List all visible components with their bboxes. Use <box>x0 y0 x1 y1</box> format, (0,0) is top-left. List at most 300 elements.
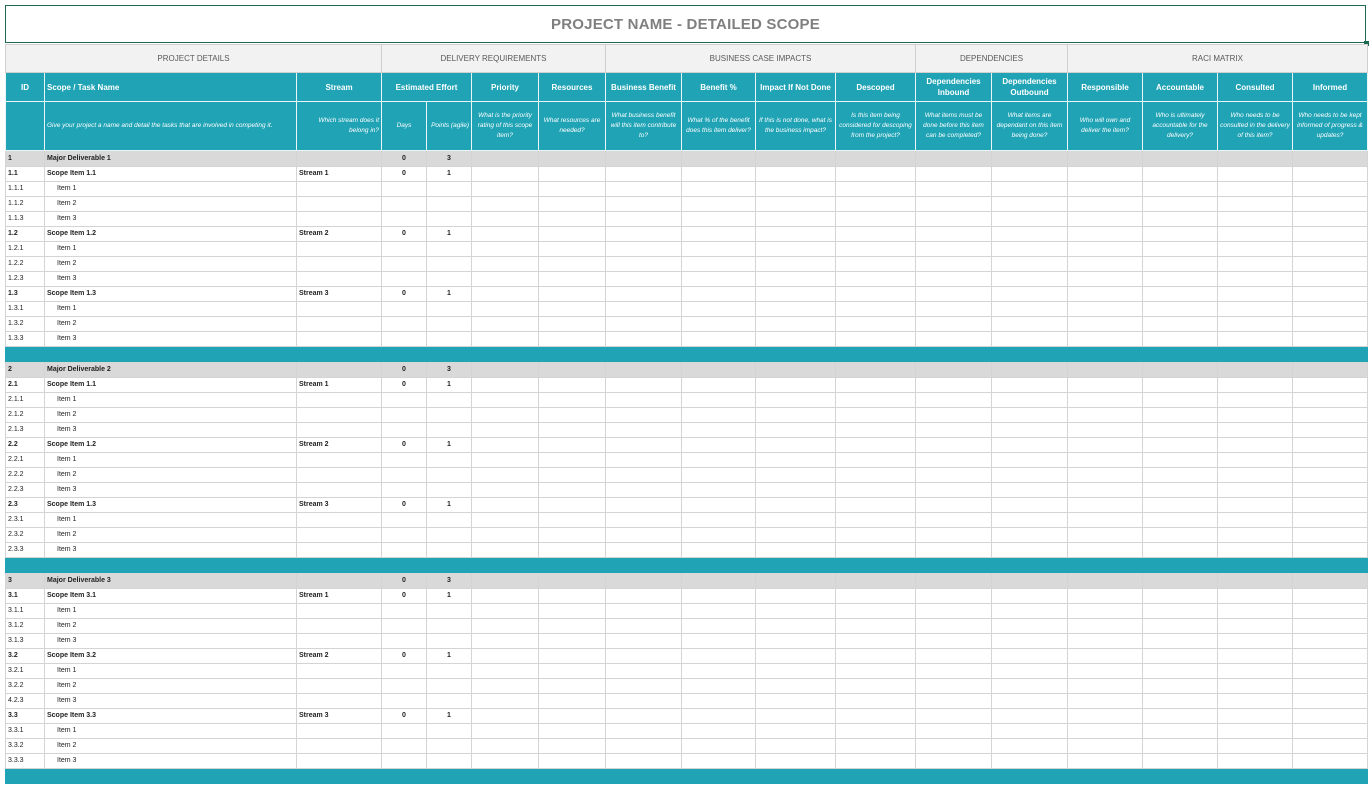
cell-consulted[interactable] <box>1218 679 1293 694</box>
cell-days[interactable] <box>382 724 427 739</box>
col-resources[interactable]: Resources <box>539 73 606 102</box>
cell-id[interactable]: 3.1.3 <box>6 634 45 649</box>
cell-business-benefit[interactable] <box>606 242 682 257</box>
cell-responsible[interactable] <box>1068 619 1143 634</box>
cell-dep-outbound[interactable] <box>992 332 1068 347</box>
cell-impact[interactable] <box>756 634 836 649</box>
cell-business-benefit[interactable] <box>606 528 682 543</box>
cell-business-benefit[interactable] <box>606 257 682 272</box>
cell-consulted[interactable] <box>1218 453 1293 468</box>
cell-benefit-pct[interactable] <box>682 362 756 378</box>
cell-stream[interactable] <box>297 182 382 197</box>
cell-business-benefit[interactable] <box>606 287 682 302</box>
separator-cell[interactable] <box>916 769 992 784</box>
cell-priority[interactable] <box>472 287 539 302</box>
cell-priority[interactable] <box>472 272 539 287</box>
cell-points[interactable] <box>427 754 472 769</box>
cell-impact[interactable] <box>756 754 836 769</box>
cell-resources[interactable] <box>539 453 606 468</box>
cell-benefit-pct[interactable] <box>682 408 756 423</box>
cell-benefit-pct[interactable] <box>682 438 756 453</box>
cell-name[interactable]: Item 3 <box>45 332 297 347</box>
cell-informed[interactable] <box>1293 483 1368 498</box>
cell-business-benefit[interactable] <box>606 317 682 332</box>
cell-dep-outbound[interactable] <box>992 408 1068 423</box>
cell-responsible[interactable] <box>1068 212 1143 227</box>
cell-descoped[interactable] <box>836 498 916 513</box>
cell-points[interactable] <box>427 513 472 528</box>
cell-stream[interactable]: Stream 3 <box>297 709 382 724</box>
cell-resources[interactable] <box>539 212 606 227</box>
cell-accountable[interactable] <box>1143 483 1218 498</box>
cell-accountable[interactable] <box>1143 151 1218 167</box>
separator-cell[interactable] <box>756 347 836 362</box>
cell-impact[interactable] <box>756 573 836 589</box>
cell-business-benefit[interactable] <box>606 739 682 754</box>
cell-accountable[interactable] <box>1143 393 1218 408</box>
separator-cell[interactable] <box>1143 558 1218 573</box>
cell-descoped[interactable] <box>836 513 916 528</box>
separator-cell[interactable] <box>382 347 427 362</box>
cell-responsible[interactable] <box>1068 332 1143 347</box>
cell-resources[interactable] <box>539 332 606 347</box>
cell-points[interactable] <box>427 664 472 679</box>
cell-accountable[interactable] <box>1143 287 1218 302</box>
cell-consulted[interactable] <box>1218 604 1293 619</box>
cell-responsible[interactable] <box>1068 197 1143 212</box>
cell-benefit-pct[interactable] <box>682 709 756 724</box>
cell-dep-outbound[interactable] <box>992 664 1068 679</box>
separator-cell[interactable] <box>427 347 472 362</box>
cell-accountable[interactable] <box>1143 167 1218 182</box>
cell-accountable[interactable] <box>1143 528 1218 543</box>
cell-days[interactable] <box>382 317 427 332</box>
cell-id[interactable]: 2.3.3 <box>6 543 45 558</box>
cell-impact[interactable] <box>756 543 836 558</box>
cell-consulted[interactable] <box>1218 257 1293 272</box>
cell-accountable[interactable] <box>1143 378 1218 393</box>
cell-name[interactable]: Scope Item 3.2 <box>45 649 297 664</box>
cell-informed[interactable] <box>1293 393 1368 408</box>
cell-consulted[interactable] <box>1218 197 1293 212</box>
cell-impact[interactable] <box>756 513 836 528</box>
cell-business-benefit[interactable] <box>606 709 682 724</box>
cell-dep-inbound[interactable] <box>916 362 992 378</box>
cell-consulted[interactable] <box>1218 302 1293 317</box>
cell-impact[interactable] <box>756 151 836 167</box>
cell-name[interactable]: Item 3 <box>45 483 297 498</box>
desc-benefit-pct[interactable]: What % of the benefit does this item deliver? <box>682 102 756 151</box>
cell-dep-outbound[interactable] <box>992 453 1068 468</box>
separator-cell[interactable] <box>1068 769 1143 784</box>
cell-descoped[interactable] <box>836 664 916 679</box>
separator-cell[interactable] <box>1293 347 1368 362</box>
cell-accountable[interactable] <box>1143 709 1218 724</box>
cell-stream[interactable]: Stream 1 <box>297 167 382 182</box>
cell-id[interactable]: 1.3.2 <box>6 317 45 332</box>
separator-cell[interactable] <box>992 769 1068 784</box>
cell-resources[interactable] <box>539 362 606 378</box>
cell-consulted[interactable] <box>1218 543 1293 558</box>
separator-cell[interactable] <box>472 558 539 573</box>
cell-impact[interactable] <box>756 739 836 754</box>
cell-responsible[interactable] <box>1068 317 1143 332</box>
cell-impact[interactable] <box>756 694 836 709</box>
cell-benefit-pct[interactable] <box>682 182 756 197</box>
cell-priority[interactable] <box>472 408 539 423</box>
cell-priority[interactable] <box>472 468 539 483</box>
cell-stream[interactable] <box>297 302 382 317</box>
cell-dep-outbound[interactable] <box>992 151 1068 167</box>
separator-cell[interactable] <box>756 769 836 784</box>
cell-accountable[interactable] <box>1143 257 1218 272</box>
cell-descoped[interactable] <box>836 182 916 197</box>
cell-descoped[interactable] <box>836 332 916 347</box>
cell-descoped[interactable] <box>836 619 916 634</box>
cell-priority[interactable] <box>472 197 539 212</box>
cell-informed[interactable] <box>1293 287 1368 302</box>
cell-benefit-pct[interactable] <box>682 453 756 468</box>
cell-stream[interactable] <box>297 619 382 634</box>
cell-responsible[interactable] <box>1068 182 1143 197</box>
cell-id[interactable]: 1.3 <box>6 287 45 302</box>
cell-accountable[interactable] <box>1143 754 1218 769</box>
cell-name[interactable]: Item 1 <box>45 393 297 408</box>
cell-id[interactable]: 3.1.2 <box>6 619 45 634</box>
separator-cell[interactable] <box>45 769 297 784</box>
cell-priority[interactable] <box>472 453 539 468</box>
cell-points[interactable] <box>427 332 472 347</box>
cell-name[interactable]: Item 2 <box>45 739 297 754</box>
cell-dep-outbound[interactable] <box>992 528 1068 543</box>
cell-descoped[interactable] <box>836 212 916 227</box>
cell-days[interactable]: 0 <box>382 709 427 724</box>
cell-dep-inbound[interactable] <box>916 528 992 543</box>
group-raci-matrix[interactable]: RACI MATRIX <box>1068 45 1368 73</box>
separator-cell[interactable] <box>1218 347 1293 362</box>
cell-impact[interactable] <box>756 498 836 513</box>
cell-days[interactable]: 0 <box>382 151 427 167</box>
cell-responsible[interactable] <box>1068 272 1143 287</box>
cell-benefit-pct[interactable] <box>682 393 756 408</box>
cell-days[interactable] <box>382 634 427 649</box>
cell-business-benefit[interactable] <box>606 679 682 694</box>
cell-points[interactable]: 1 <box>427 709 472 724</box>
cell-descoped[interactable] <box>836 393 916 408</box>
cell-consulted[interactable] <box>1218 272 1293 287</box>
cell-benefit-pct[interactable] <box>682 634 756 649</box>
cell-priority[interactable] <box>472 528 539 543</box>
cell-dep-outbound[interactable] <box>992 679 1068 694</box>
cell-consulted[interactable] <box>1218 664 1293 679</box>
cell-points[interactable] <box>427 408 472 423</box>
cell-days[interactable]: 0 <box>382 378 427 393</box>
desc-business-benefit[interactable]: What business benefit will this item contribute to? <box>606 102 682 151</box>
group-business-case-impacts[interactable]: BUSINESS CASE IMPACTS <box>606 45 916 73</box>
cell-accountable[interactable] <box>1143 423 1218 438</box>
cell-dep-inbound[interactable] <box>916 513 992 528</box>
cell-informed[interactable] <box>1293 664 1368 679</box>
cell-priority[interactable] <box>472 317 539 332</box>
separator-cell[interactable] <box>1143 769 1218 784</box>
separator-cell[interactable] <box>6 347 45 362</box>
cell-accountable[interactable] <box>1143 438 1218 453</box>
cell-resources[interactable] <box>539 664 606 679</box>
separator-cell[interactable] <box>472 347 539 362</box>
cell-dep-inbound[interactable] <box>916 257 992 272</box>
cell-priority[interactable] <box>472 634 539 649</box>
cell-accountable[interactable] <box>1143 513 1218 528</box>
sheet-title[interactable] <box>5 5 1366 43</box>
cell-dep-inbound[interactable] <box>916 573 992 589</box>
cell-name[interactable]: Item 1 <box>45 302 297 317</box>
separator-cell[interactable] <box>836 558 916 573</box>
cell-id[interactable]: 3.3.1 <box>6 724 45 739</box>
cell-stream[interactable] <box>297 604 382 619</box>
cell-name[interactable]: Item 2 <box>45 528 297 543</box>
cell-descoped[interactable] <box>836 423 916 438</box>
col-dep-inbound[interactable]: Dependencies Inbound <box>916 73 992 102</box>
cell-business-benefit[interactable] <box>606 212 682 227</box>
cell-dep-inbound[interactable] <box>916 242 992 257</box>
cell-accountable[interactable] <box>1143 739 1218 754</box>
cell-name[interactable]: Item 1 <box>45 664 297 679</box>
separator-cell[interactable] <box>1143 347 1218 362</box>
cell-accountable[interactable] <box>1143 664 1218 679</box>
cell-stream[interactable] <box>297 543 382 558</box>
cell-consulted[interactable] <box>1218 317 1293 332</box>
cell-priority[interactable] <box>472 649 539 664</box>
cell-resources[interactable] <box>539 513 606 528</box>
cell-consulted[interactable] <box>1218 498 1293 513</box>
cell-descoped[interactable] <box>836 197 916 212</box>
cell-benefit-pct[interactable] <box>682 167 756 182</box>
cell-consulted[interactable] <box>1218 649 1293 664</box>
cell-business-benefit[interactable] <box>606 619 682 634</box>
cell-priority[interactable] <box>472 619 539 634</box>
cell-descoped[interactable] <box>836 438 916 453</box>
cell-dep-inbound[interactable] <box>916 408 992 423</box>
cell-id[interactable]: 2.2.1 <box>6 453 45 468</box>
cell-informed[interactable] <box>1293 498 1368 513</box>
cell-impact[interactable] <box>756 649 836 664</box>
cell-dep-outbound[interactable] <box>992 257 1068 272</box>
cell-stream[interactable] <box>297 151 382 167</box>
cell-resources[interactable] <box>539 634 606 649</box>
cell-resources[interactable] <box>539 302 606 317</box>
cell-responsible[interactable] <box>1068 709 1143 724</box>
cell-dep-inbound[interactable] <box>916 272 992 287</box>
cell-descoped[interactable] <box>836 151 916 167</box>
cell-name[interactable]: Scope Item 1.2 <box>45 227 297 242</box>
cell-informed[interactable] <box>1293 619 1368 634</box>
col-priority[interactable]: Priority <box>472 73 539 102</box>
group-delivery-requirements[interactable]: DELIVERY REQUIREMENTS <box>382 45 606 73</box>
cell-descoped[interactable] <box>836 679 916 694</box>
cell-descoped[interactable] <box>836 543 916 558</box>
separator-cell[interactable] <box>539 347 606 362</box>
cell-resources[interactable] <box>539 151 606 167</box>
cell-descoped[interactable] <box>836 604 916 619</box>
col-business-benefit[interactable]: Business Benefit <box>606 73 682 102</box>
col-stream[interactable]: Stream <box>297 73 382 102</box>
cell-points[interactable] <box>427 483 472 498</box>
cell-points[interactable] <box>427 317 472 332</box>
cell-benefit-pct[interactable] <box>682 272 756 287</box>
cell-accountable[interactable] <box>1143 453 1218 468</box>
cell-stream[interactable] <box>297 332 382 347</box>
cell-stream[interactable] <box>297 664 382 679</box>
cell-days[interactable] <box>382 664 427 679</box>
separator-cell[interactable] <box>45 347 297 362</box>
cell-stream[interactable]: Stream 3 <box>297 287 382 302</box>
cell-dep-outbound[interactable] <box>992 589 1068 604</box>
cell-consulted[interactable] <box>1218 393 1293 408</box>
cell-resources[interactable] <box>539 287 606 302</box>
cell-informed[interactable] <box>1293 573 1368 589</box>
cell-resources[interactable] <box>539 197 606 212</box>
cell-dep-outbound[interactable] <box>992 272 1068 287</box>
cell-descoped[interactable] <box>836 242 916 257</box>
cell-dep-outbound[interactable] <box>992 649 1068 664</box>
desc-stream[interactable]: Which stream does it belong in? <box>297 102 382 151</box>
cell-impact[interactable] <box>756 453 836 468</box>
cell-informed[interactable] <box>1293 679 1368 694</box>
cell-benefit-pct[interactable] <box>682 679 756 694</box>
cell-resources[interactable] <box>539 604 606 619</box>
cell-informed[interactable] <box>1293 408 1368 423</box>
cell-priority[interactable] <box>472 423 539 438</box>
cell-dep-inbound[interactable] <box>916 739 992 754</box>
cell-stream[interactable] <box>297 739 382 754</box>
cell-days[interactable] <box>382 257 427 272</box>
cell-priority[interactable] <box>472 709 539 724</box>
cell-name[interactable]: Scope Item 3.3 <box>45 709 297 724</box>
cell-days[interactable] <box>382 619 427 634</box>
cell-business-benefit[interactable] <box>606 453 682 468</box>
cell-accountable[interactable] <box>1143 498 1218 513</box>
cell-stream[interactable] <box>297 453 382 468</box>
cell-id[interactable]: 3.2.2 <box>6 679 45 694</box>
cell-priority[interactable] <box>472 227 539 242</box>
cell-resources[interactable] <box>539 167 606 182</box>
cell-dep-inbound[interactable] <box>916 212 992 227</box>
cell-dep-inbound[interactable] <box>916 619 992 634</box>
cell-informed[interactable] <box>1293 317 1368 332</box>
cell-resources[interactable] <box>539 589 606 604</box>
cell-id[interactable]: 3.3 <box>6 709 45 724</box>
cell-responsible[interactable] <box>1068 634 1143 649</box>
cell-accountable[interactable] <box>1143 694 1218 709</box>
cell-points[interactable] <box>427 242 472 257</box>
cell-consulted[interactable] <box>1218 634 1293 649</box>
cell-days[interactable]: 0 <box>382 362 427 378</box>
cell-name[interactable]: Scope Item 1.1 <box>45 167 297 182</box>
cell-consulted[interactable] <box>1218 573 1293 589</box>
cell-id[interactable]: 3 <box>6 573 45 589</box>
cell-priority[interactable] <box>472 694 539 709</box>
cell-priority[interactable] <box>472 724 539 739</box>
cell-benefit-pct[interactable] <box>682 302 756 317</box>
cell-impact[interactable] <box>756 393 836 408</box>
cell-stream[interactable] <box>297 528 382 543</box>
cell-impact[interactable] <box>756 679 836 694</box>
cell-points[interactable]: 1 <box>427 167 472 182</box>
cell-benefit-pct[interactable] <box>682 498 756 513</box>
cell-descoped[interactable] <box>836 724 916 739</box>
cell-business-benefit[interactable] <box>606 378 682 393</box>
cell-dep-outbound[interactable] <box>992 724 1068 739</box>
cell-responsible[interactable] <box>1068 378 1143 393</box>
cell-dep-outbound[interactable] <box>992 362 1068 378</box>
cell-points[interactable] <box>427 468 472 483</box>
cell-responsible[interactable] <box>1068 528 1143 543</box>
cell-dep-outbound[interactable] <box>992 573 1068 589</box>
cell-days[interactable]: 0 <box>382 287 427 302</box>
cell-dep-inbound[interactable] <box>916 438 992 453</box>
cell-impact[interactable] <box>756 182 836 197</box>
cell-responsible[interactable] <box>1068 694 1143 709</box>
desc-priority[interactable]: What is the priority rating of this scope item? <box>472 102 539 151</box>
cell-dep-outbound[interactable] <box>992 167 1068 182</box>
cell-business-benefit[interactable] <box>606 332 682 347</box>
cell-business-benefit[interactable] <box>606 649 682 664</box>
cell-impact[interactable] <box>756 604 836 619</box>
cell-dep-inbound[interactable] <box>916 664 992 679</box>
cell-resources[interactable] <box>539 724 606 739</box>
cell-days[interactable] <box>382 197 427 212</box>
cell-descoped[interactable] <box>836 483 916 498</box>
cell-points[interactable]: 1 <box>427 378 472 393</box>
separator-cell[interactable] <box>606 769 682 784</box>
cell-points[interactable] <box>427 272 472 287</box>
cell-benefit-pct[interactable] <box>682 468 756 483</box>
desc-responsible[interactable]: Who will own and deliver the item? <box>1068 102 1143 151</box>
cell-priority[interactable] <box>472 167 539 182</box>
cell-descoped[interactable] <box>836 287 916 302</box>
cell-informed[interactable] <box>1293 423 1368 438</box>
cell-benefit-pct[interactable] <box>682 649 756 664</box>
cell-id[interactable]: 3.1 <box>6 589 45 604</box>
cell-dep-outbound[interactable] <box>992 197 1068 212</box>
cell-dep-outbound[interactable] <box>992 317 1068 332</box>
cell-resources[interactable] <box>539 528 606 543</box>
cell-informed[interactable] <box>1293 694 1368 709</box>
cell-dep-outbound[interactable] <box>992 543 1068 558</box>
cell-stream[interactable] <box>297 573 382 589</box>
col-impact[interactable]: Impact If Not Done <box>756 73 836 102</box>
cell-days[interactable] <box>382 423 427 438</box>
separator-cell[interactable] <box>427 769 472 784</box>
cell-responsible[interactable] <box>1068 664 1143 679</box>
col-responsible[interactable]: Responsible <box>1068 73 1143 102</box>
cell-responsible[interactable] <box>1068 438 1143 453</box>
cell-priority[interactable] <box>472 378 539 393</box>
cell-resources[interactable] <box>539 408 606 423</box>
cell-days[interactable] <box>382 453 427 468</box>
cell-name[interactable]: Scope Item 1.3 <box>45 287 297 302</box>
cell-points[interactable] <box>427 182 472 197</box>
cell-informed[interactable] <box>1293 513 1368 528</box>
cell-name[interactable]: Item 2 <box>45 468 297 483</box>
cell-dep-outbound[interactable] <box>992 393 1068 408</box>
cell-points[interactable] <box>427 604 472 619</box>
separator-cell[interactable] <box>682 769 756 784</box>
cell-name[interactable]: Major Deliverable 1 <box>45 151 297 167</box>
cell-id[interactable]: 2.3 <box>6 498 45 513</box>
cell-days[interactable] <box>382 302 427 317</box>
cell-name[interactable]: Item 2 <box>45 679 297 694</box>
